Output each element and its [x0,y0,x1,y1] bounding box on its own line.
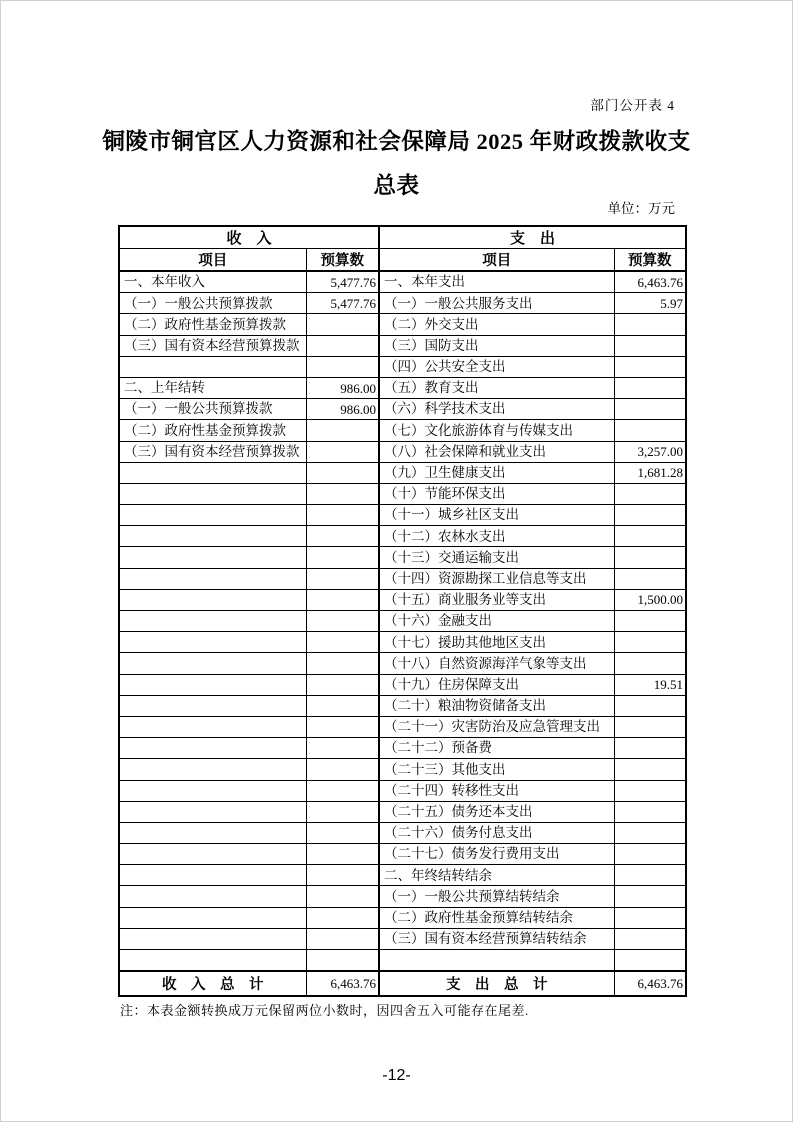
expense-item-cell: （十八）自然资源海洋气象等支出 [379,653,614,674]
expense-value-cell [614,780,686,801]
income-item-cell [119,865,306,886]
income-item-cell [119,589,306,610]
table-row [119,271,686,293]
expense-item-column-header: 项目 [379,249,614,272]
income-value-cell [306,907,379,928]
expense-item-cell: （二十六）债务付息支出 [379,822,614,843]
table-row [119,568,686,589]
income-item-cell [119,801,306,822]
income-item-cell [119,950,306,972]
income-item-cell [119,568,306,589]
income-total-value: 6,463.76 [306,971,379,996]
expense-value-cell: 1,681.28 [614,462,686,483]
page-title [1,120,792,208]
income-value-cell [306,865,379,886]
expense-item-cell: 二、年终结转结余 [379,865,614,886]
table-row [119,483,686,504]
expense-section-header: 支 出 [379,226,686,249]
expense-item-cell: （七）文化旅游体育与传媒支出 [379,420,614,441]
table-row [119,356,686,377]
expense-item-cell: （十九）住房保障支出 [379,674,614,695]
income-value-cell [306,801,379,822]
income-value-cell: 986.00 [306,399,379,420]
expense-item-cell: （十二）农林水支出 [379,526,614,547]
income-value-cell [306,568,379,589]
expense-value-cell [614,356,686,377]
table-row [119,441,686,462]
income-item-cell [119,822,306,843]
expense-item-cell: （三）国防支出 [379,335,614,356]
expense-item-cell: （十一）城乡社区支出 [379,505,614,526]
income-item-cell [119,483,306,504]
income-item-cell [119,886,306,907]
income-value-cell [306,695,379,716]
expense-item-cell: （十三）交通运输支出 [379,547,614,568]
income-section-header: 收 入 [119,226,379,249]
income-item-cell [119,526,306,547]
expense-total-label: 支 出 总 计 [379,971,614,996]
expense-value-cell [614,420,686,441]
expense-item-cell: （十）节能环保支出 [379,483,614,504]
income-item-cell: （三）国有资本经营预算拨款 [119,441,306,462]
income-value-cell [306,738,379,759]
expense-value-cell [614,801,686,822]
table-row [119,950,686,972]
income-item-cell: （一）一般公共预算拨款 [119,399,306,420]
expense-value-cell [614,865,686,886]
table-row [119,526,686,547]
expense-value-cell [614,844,686,865]
income-item-cell: （二）政府性基金预算拨款 [119,314,306,335]
table-row [119,674,686,695]
income-value-cell [306,526,379,547]
income-item-cell [119,695,306,716]
expense-value-cell [614,335,686,356]
doc-sheet-label: 部门公开表 4 [590,98,675,113]
unit-label: 单位：万元 [607,201,675,216]
expense-value-cell [614,653,686,674]
expense-item-cell: （二十二）预备费 [379,738,614,759]
income-item-cell [119,716,306,737]
income-item-cell: （一）一般公共预算拨款 [119,293,306,314]
income-value-cell [306,928,379,949]
expense-item-cell: （二十七）债务发行费用支出 [379,844,614,865]
expense-value-cell [614,377,686,398]
income-item-cell [119,907,306,928]
income-item-cell [119,632,306,653]
income-value-cell: 986.00 [306,377,379,398]
table-row [119,547,686,568]
expense-value-cell [614,822,686,843]
income-value-cell [306,886,379,907]
expense-item-cell: （二）外交支出 [379,314,614,335]
income-value-cell [306,356,379,377]
table-row [119,505,686,526]
expense-item-cell: （八）社会保障和就业支出 [379,441,614,462]
page-title-line2: 总表 [373,173,420,198]
expense-value-cell [614,611,686,632]
income-item-cell [119,505,306,526]
expense-value-cell [614,314,686,335]
expense-value-cell [614,526,686,547]
expense-item-cell: （二十五）债务还本支出 [379,801,614,822]
expense-item-cell: （十四）资源勘探工业信息等支出 [379,568,614,589]
table-row [119,844,686,865]
income-item-cell [119,462,306,483]
table-row [119,293,686,314]
table-row [119,716,686,737]
page-number: -12- [382,1067,411,1084]
expense-budget-column-header: 预算数 [614,249,686,272]
expense-value-cell [614,483,686,504]
expense-value-cell [614,632,686,653]
table-row [119,653,686,674]
expense-item-cell: 一、本年支出 [379,271,614,293]
income-value-cell [306,314,379,335]
income-value-cell [306,483,379,504]
income-value-cell [306,674,379,695]
table-row [119,314,686,335]
expense-item-cell: （二）政府性基金预算结转结余 [379,907,614,928]
expense-value-cell [614,505,686,526]
table-body [119,271,686,971]
expense-item-cell: （一）一般公共服务支出 [379,293,614,314]
income-item-cell [119,738,306,759]
income-value-cell [306,335,379,356]
expense-item-cell: （六）科学技术支出 [379,399,614,420]
expense-value-cell [614,695,686,716]
income-item-cell [119,844,306,865]
income-value-cell: 5,477.76 [306,293,379,314]
page-title-line1: 铜陵市铜官区人力资源和社会保障局 2025 年财政拨款收支 [102,129,691,154]
table-row [119,738,686,759]
expense-value-cell [614,759,686,780]
income-value-cell [306,589,379,610]
income-value-cell [306,844,379,865]
income-item-cell: （三）国有资本经营预算拨款 [119,335,306,356]
table-row [119,695,686,716]
income-value-cell [306,547,379,568]
income-item-cell [119,759,306,780]
budget-summary-table [118,225,687,997]
income-value-cell [306,632,379,653]
footnote: 注：本表金额转换成万元保留两位小数时，因四舍五入可能存在尾差. [120,1003,529,1018]
income-value-cell [306,780,379,801]
expense-value-cell [614,716,686,737]
income-total-label: 收 入 总 计 [119,971,306,996]
column-header-row [119,249,686,272]
table-row [119,420,686,441]
income-value-cell [306,420,379,441]
totals-row [119,971,686,996]
table-row [119,759,686,780]
income-item-cell: 一、本年收入 [119,271,306,293]
income-item-cell [119,653,306,674]
expense-item-cell: （五）教育支出 [379,377,614,398]
table-row [119,399,686,420]
income-item-cell [119,547,306,568]
expense-value-cell [614,886,686,907]
income-item-cell [119,674,306,695]
table-row [119,462,686,483]
table-row [119,589,686,610]
income-item-cell [119,356,306,377]
income-item-cell [119,780,306,801]
section-header-row [119,226,686,249]
income-item-cell: 二、上年结转 [119,377,306,398]
income-item-column-header: 项目 [119,249,306,272]
income-value-cell [306,716,379,737]
expense-value-cell [614,907,686,928]
table-row [119,801,686,822]
table-row [119,907,686,928]
table-row [119,928,686,949]
income-value-cell [306,441,379,462]
table-row [119,822,686,843]
expense-value-cell: 19.51 [614,674,686,695]
expense-item-cell [379,950,614,972]
income-value-cell [306,759,379,780]
expense-item-cell: （十七）援助其他地区支出 [379,632,614,653]
expense-item-cell: （一）一般公共预算结转结余 [379,886,614,907]
expense-item-cell: （九）卫生健康支出 [379,462,614,483]
expense-item-cell: （二十）粮油物资储备支出 [379,695,614,716]
expense-value-cell [614,568,686,589]
table-row [119,632,686,653]
table-row [119,865,686,886]
expense-value-cell: 3,257.00 [614,441,686,462]
income-value-cell [306,653,379,674]
income-item-cell [119,928,306,949]
expense-item-cell: （二十四）转移性支出 [379,780,614,801]
expense-item-cell: （十五）商业服务业等支出 [379,589,614,610]
income-value-cell [306,462,379,483]
table-row [119,377,686,398]
table-row [119,611,686,632]
income-budget-column-header: 预算数 [306,249,379,272]
table-row [119,780,686,801]
income-value-cell [306,822,379,843]
expense-value-cell: 5.97 [614,293,686,314]
expense-value-cell [614,738,686,759]
expense-total-value: 6,463.76 [614,971,686,996]
table-row [119,886,686,907]
table-row [119,335,686,356]
expense-item-cell: （二十三）其他支出 [379,759,614,780]
income-value-cell [306,611,379,632]
income-value-cell: 5,477.76 [306,271,379,293]
income-value-cell [306,950,379,972]
expense-item-cell: （四）公共安全支出 [379,356,614,377]
expense-item-cell: （十六）金融支出 [379,611,614,632]
expense-item-cell: （三）国有资本经营预算结转结余 [379,928,614,949]
income-value-cell [306,505,379,526]
income-item-cell: （二）政府性基金预算拨款 [119,420,306,441]
income-item-cell [119,611,306,632]
expense-value-cell: 6,463.76 [614,271,686,293]
expense-value-cell [614,399,686,420]
expense-item-cell: （二十一）灾害防治及应急管理支出 [379,716,614,737]
expense-value-cell [614,547,686,568]
expense-value-cell [614,950,686,972]
expense-value-cell: 1,500.00 [614,589,686,610]
expense-value-cell [614,928,686,949]
